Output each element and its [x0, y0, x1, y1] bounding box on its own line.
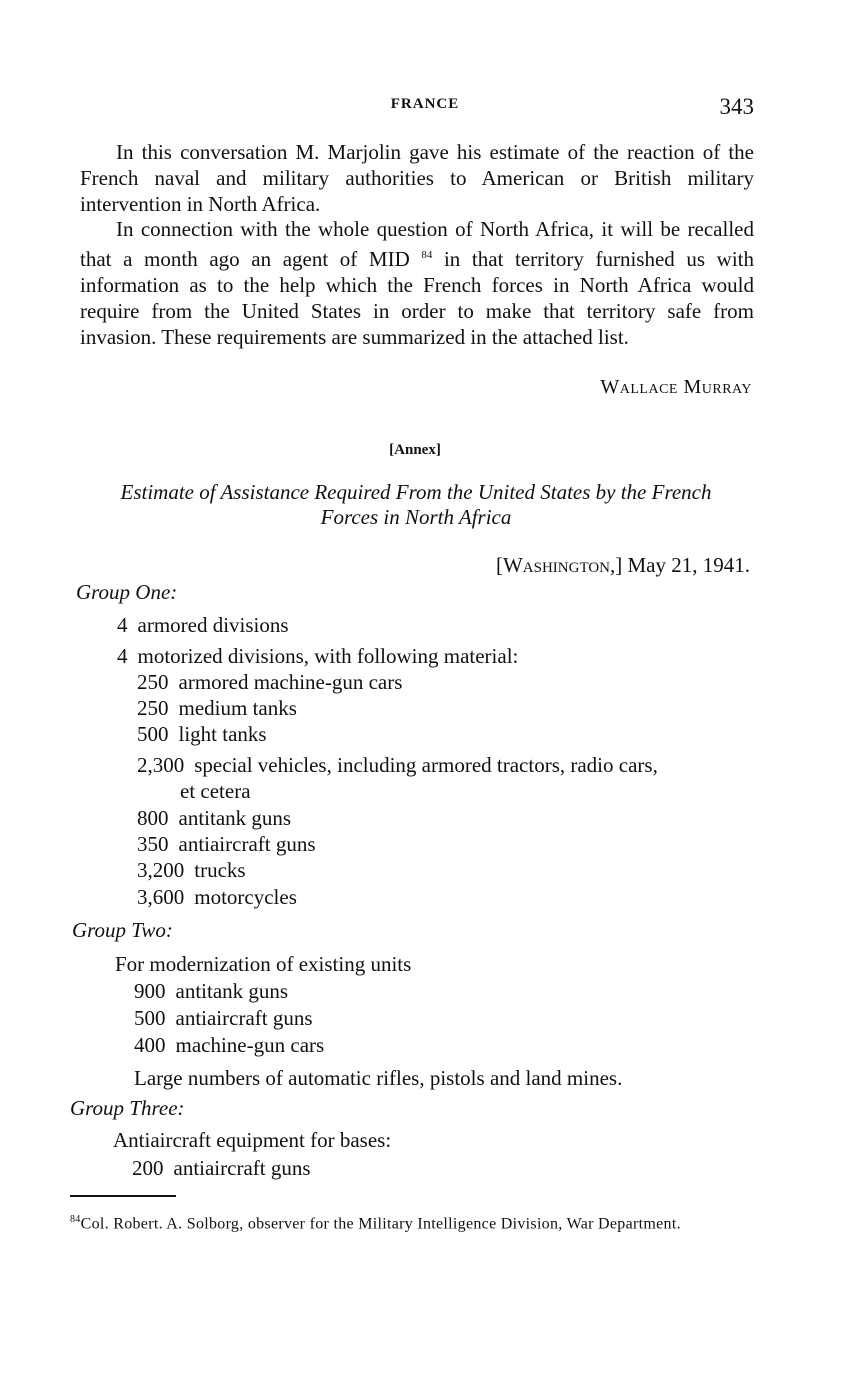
- dateline-date: May 21, 1941.: [622, 553, 750, 577]
- list-item: [137, 722, 267, 747]
- signature: Wallace Murray: [600, 376, 752, 398]
- description: antiaircraft guns: [175, 1006, 313, 1030]
- group-two-heading: Group Two:: [72, 918, 173, 942]
- group-two-intro: For modernization of existing units: [115, 952, 412, 976]
- quantity: 200: [132, 1156, 164, 1180]
- description: light tanks: [178, 722, 267, 746]
- description: medium tanks: [178, 696, 297, 720]
- quantity: 250: [137, 696, 169, 720]
- list-item: [134, 1006, 313, 1031]
- quantity: 250: [137, 670, 169, 694]
- list-item: [137, 832, 316, 857]
- footnote-number: 84: [70, 1214, 81, 1225]
- quantity: 500: [134, 1006, 166, 1030]
- quantity: 3,600: [137, 885, 185, 909]
- list-item: [132, 1156, 311, 1181]
- dateline-place: [Washington,]: [495, 553, 623, 577]
- list-item-continuation: [180, 779, 251, 804]
- list-item: [134, 979, 288, 1004]
- footnote-text: Col. Robert. A. Solborg, observer for the Military Intelligence Division, War Department.: [80, 1215, 681, 1233]
- quantity: 350: [137, 832, 169, 856]
- paragraph-2-part-1: In connection with the whole question of North Africa, it will be recalled that a month ago an agent of MID: [80, 217, 754, 271]
- list-item: [137, 670, 402, 695]
- description: trucks: [194, 858, 246, 882]
- group-one-heading: Group One:: [76, 580, 178, 604]
- description: antitank guns: [175, 979, 289, 1003]
- quantity: 4: [117, 613, 128, 637]
- description: antiaircraft guns: [173, 1156, 311, 1180]
- description: machine-gun cars: [175, 1033, 325, 1057]
- list-item: [134, 1033, 324, 1058]
- paragraph-2: [80, 216, 754, 350]
- description: motorcycles: [194, 885, 297, 909]
- description: armored machine-gun cars: [178, 670, 403, 694]
- list-item: [137, 696, 297, 721]
- description: antiaircraft guns: [178, 832, 316, 856]
- quantity: 4: [117, 644, 128, 668]
- quantity: 900: [134, 979, 166, 1003]
- annex-title-line-2: Forces in North Africa: [320, 505, 512, 529]
- annex-title: [76, 480, 756, 530]
- running-header: FRANCE: [390, 96, 460, 112]
- group-one-line: [117, 613, 289, 638]
- quantity: 800: [137, 806, 169, 830]
- list-item: [137, 885, 297, 910]
- description: motorized divisions, with following material:: [137, 644, 519, 668]
- quantity: 500: [137, 722, 169, 746]
- page-number: 343: [719, 94, 754, 119]
- description: armored divisions: [137, 613, 289, 637]
- footnote-reference: 84: [421, 249, 433, 261]
- group-three-heading: Group Three:: [70, 1096, 185, 1120]
- group-one-line: [117, 644, 518, 669]
- dateline: [496, 553, 750, 578]
- description: et cetera: [180, 779, 251, 803]
- footnote-divider: [70, 1195, 176, 1197]
- paragraph-2-part-2: in that territory furnished us with information as to the help which the French forces in North Africa would require from the United States in order to make that territory safe from invasion. These requirements are summarized in the attached list.: [80, 247, 755, 349]
- list-item: [137, 806, 291, 831]
- quantity: 400: [134, 1033, 166, 1057]
- annex-title-line-1: Estimate of Assistance Required From the United States by the French: [120, 480, 712, 504]
- paragraph-1: In this conversation M. Marjolin gave his estimate of the reaction of the French naval and military authorities to American or British military intervention in North Africa.: [80, 140, 754, 216]
- group-three-intro: Antiaircraft equipment for bases:: [113, 1128, 392, 1152]
- annex-label: [Annex]: [389, 442, 441, 458]
- description: special vehicles, including armored tractors, radio cars,: [194, 753, 658, 777]
- quantity: 3,200: [137, 858, 185, 882]
- quantity: 2,300: [137, 753, 185, 777]
- list-item: [137, 753, 658, 778]
- list-item: [137, 858, 246, 883]
- group-two-closing: Large numbers of automatic rifles, pistols and land mines.: [134, 1066, 623, 1090]
- description: antitank guns: [178, 806, 292, 830]
- footnote: [70, 1211, 740, 1232]
